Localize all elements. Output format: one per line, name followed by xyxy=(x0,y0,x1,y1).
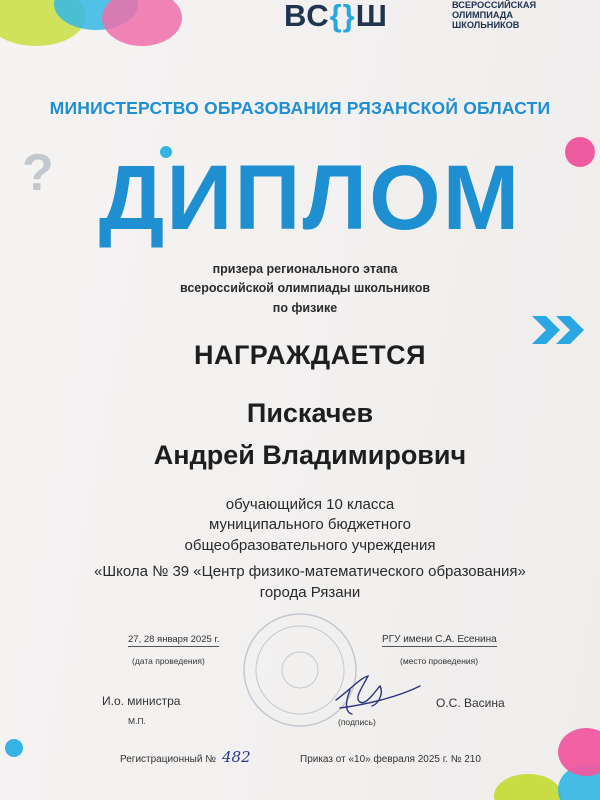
details-line-1: обучающийся 10 класса xyxy=(225,496,395,513)
subtitle-line-2: всероссийской олимпиады школьников xyxy=(179,281,431,295)
awarded-heading: НАГРАЖДАЕТСЯ xyxy=(194,340,426,370)
official-stamp xyxy=(244,614,356,726)
event-place: РГУ имени С.А. Есенина xyxy=(382,634,497,645)
details-line-5: города Рязани xyxy=(259,584,361,601)
logo-brace-open: { xyxy=(329,0,343,33)
event-place-caption: (место проведения) xyxy=(400,656,479,666)
signature-scribble xyxy=(336,676,420,714)
logo-mark xyxy=(284,0,388,33)
registration-label: Регистрационный № xyxy=(120,754,216,765)
order-reference: Приказ от «10» февраля 2025 г. № 210 xyxy=(300,754,481,765)
subtitle-line-3: по физике xyxy=(272,301,338,315)
recipient-surname: Пискачев xyxy=(246,398,374,428)
top-left-pink-shape xyxy=(102,0,182,46)
signer-position: И.о. министра xyxy=(102,694,181,708)
event-date-caption: (дата проведения) xyxy=(132,656,205,666)
bottom-right-lime-shape xyxy=(494,774,562,800)
recipient-given-names: Андрей Владимирович xyxy=(153,440,467,470)
diploma-title: ДИПЛОМ xyxy=(98,147,522,249)
logo-text xyxy=(452,0,592,30)
event-date: 27, 28 января 2025 г. xyxy=(128,634,220,645)
logo-line-1: ВСЕРОССИЙСКАЯ xyxy=(452,0,537,10)
logo-brace-close: } xyxy=(342,0,356,33)
signature-caption: (подпись) xyxy=(338,717,376,727)
cyan-dot-bottom-left xyxy=(5,739,23,757)
svg-text:?: ? xyxy=(22,144,54,202)
logo-line-2: ОЛИМПИАДА xyxy=(452,10,513,20)
ministry-heading: МИНИСТЕРСТВО ОБРАЗОВАНИЯ РЯЗАНСКОЙ ОБЛАСТИ xyxy=(49,98,551,118)
logo-mark-left: ВС xyxy=(284,0,330,33)
subtitle-line-1: призера регионального этапа xyxy=(212,262,398,276)
registration-number: 482 xyxy=(222,748,251,766)
details-line-2: муниципального бюджетного xyxy=(208,516,412,533)
bottom-right-pink-shape xyxy=(558,728,600,776)
logo-mark-right: Ш xyxy=(355,0,388,33)
signer-name: О.С. Васина xyxy=(436,696,505,710)
logo-line-3: ШКОЛЬНИКОВ xyxy=(452,20,520,30)
details-line-3: общеобразовательного учреждения xyxy=(184,537,436,554)
details-line-4: «Школа № 39 «Центр физико-математического образования» xyxy=(94,563,526,580)
stamp-label: М.П. xyxy=(128,716,146,726)
